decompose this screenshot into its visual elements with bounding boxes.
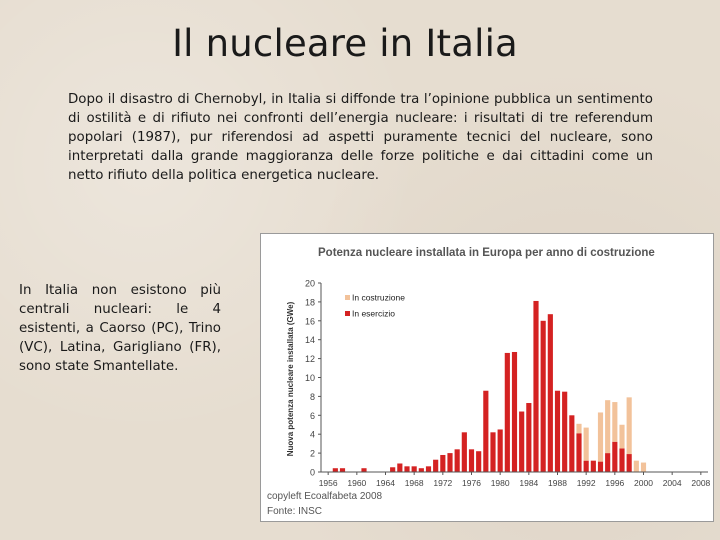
bar-construction	[619, 425, 624, 449]
x-tick-label: 1964	[376, 478, 395, 488]
y-tick-label: 16	[304, 316, 315, 327]
bar-construction	[576, 424, 581, 433]
bar-operating	[562, 392, 567, 472]
bar-construction	[598, 412, 603, 461]
bar-operating	[598, 462, 603, 472]
bar-operating	[447, 453, 452, 472]
y-tick-label: 10	[304, 373, 315, 383]
bar-operating	[483, 391, 488, 472]
bar-operating	[490, 432, 495, 472]
bar-operating	[612, 442, 617, 472]
bar-operating	[440, 455, 445, 472]
bar-construction	[605, 400, 610, 453]
bar-operating	[541, 321, 546, 472]
y-tick-label: 4	[309, 429, 315, 440]
bar-construction	[612, 402, 617, 442]
bar-construction	[584, 428, 589, 461]
bar-operating	[505, 353, 510, 472]
bar-construction	[627, 397, 632, 454]
bar-operating	[627, 454, 632, 472]
chart-frame	[260, 233, 714, 522]
bar-operating	[569, 415, 574, 472]
bar-operating	[498, 429, 503, 472]
slide-title: Il nucleare in Italia	[172, 22, 518, 65]
bar-operating	[533, 301, 538, 472]
copyright-note: copyleft Ecoalfabeta 2008	[267, 491, 383, 502]
x-tick-label: 1996	[605, 478, 625, 488]
bar-operating	[605, 453, 610, 472]
bar-operating	[512, 352, 517, 472]
legend-swatch-construction	[345, 295, 350, 300]
legend-label-construction: In costruzione	[352, 292, 405, 303]
bar-operating	[576, 433, 581, 472]
x-tick-label: 1980	[490, 478, 510, 488]
x-tick-label: 1956	[318, 478, 338, 488]
chart-title: Potenza nucleare installata in Europa per anno di costruzione	[318, 247, 655, 259]
x-tick-label: 1988	[548, 478, 567, 488]
x-tick-label: 2000	[634, 478, 653, 488]
x-tick-label: 1976	[462, 478, 481, 488]
bar-operating	[591, 461, 596, 472]
y-tick-label: 6	[309, 410, 315, 421]
bar-operating	[419, 468, 424, 472]
y-tick-label: 0	[309, 467, 315, 478]
y-tick-label: 20	[304, 278, 315, 289]
side-paragraph: In Italia non esistono più centrali nucleari: le 4 esistenti, a Caorso (PC), Trino (VC), Latina, Garigliano (FR), sono state Smantellate.	[19, 283, 221, 374]
bar-operating	[476, 451, 481, 472]
y-axis-label: Nuova potenza nucleare installata (GWe)	[286, 301, 295, 457]
y-tick-label: 8	[309, 391, 315, 402]
y-tick-label: 12	[304, 354, 315, 365]
bar-operating	[619, 448, 624, 472]
source-note: Fonte: INSC	[267, 506, 323, 517]
legend-swatch-operating	[345, 311, 350, 316]
bar-layer	[333, 301, 646, 472]
bar-operating	[526, 403, 531, 472]
bar-construction	[641, 463, 646, 472]
bar-operating	[333, 468, 338, 472]
bar-operating	[519, 412, 524, 472]
x-tick-label: 2008	[691, 478, 711, 488]
x-tick-label: 1972	[433, 478, 453, 488]
intro-paragraph: Dopo il disastro di Chernobyl, in Italia si diffonde tra l’opinione pubblica un sentimento di ostilità e di rifiuto nei confronti dell’energia nucleare: i risultati di tre referendum popolari (1987), pur riferendosi ad aspetti puramente tecnici del nucleare, sono interpretati dalla grande maggioranza delle forze politiche e dai cittadini come un netto rifiuto della politica energetica nucleare.	[68, 92, 653, 183]
x-tick-label: 1984	[519, 478, 539, 488]
bar-operating	[433, 460, 438, 472]
y-tick-label: 2	[309, 448, 315, 459]
y-tick-label: 14	[304, 335, 315, 346]
bar-operating	[397, 463, 402, 472]
legend	[345, 293, 405, 319]
y-tick-label: 18	[304, 297, 315, 308]
x-tick-label: 2004	[662, 478, 682, 488]
bar-operating	[548, 314, 553, 472]
bar-operating	[340, 468, 345, 472]
x-tick-label: 1968	[404, 478, 424, 488]
bar-operating	[390, 467, 395, 472]
bar-operating	[455, 449, 460, 472]
nuclear-capacity-chart	[261, 234, 713, 521]
x-tick-label: 1960	[347, 478, 367, 488]
x-tick-label: 1992	[576, 478, 596, 488]
bar-operating	[426, 466, 431, 472]
bar-operating	[412, 466, 417, 472]
bar-operating	[361, 468, 366, 472]
bar-operating	[462, 432, 467, 472]
bar-operating	[555, 391, 560, 472]
bar-operating	[469, 449, 474, 472]
bar-construction	[634, 461, 639, 472]
bar-operating	[584, 461, 589, 472]
bar-operating	[404, 466, 409, 472]
legend-label-operating: In esercizio	[352, 308, 395, 319]
